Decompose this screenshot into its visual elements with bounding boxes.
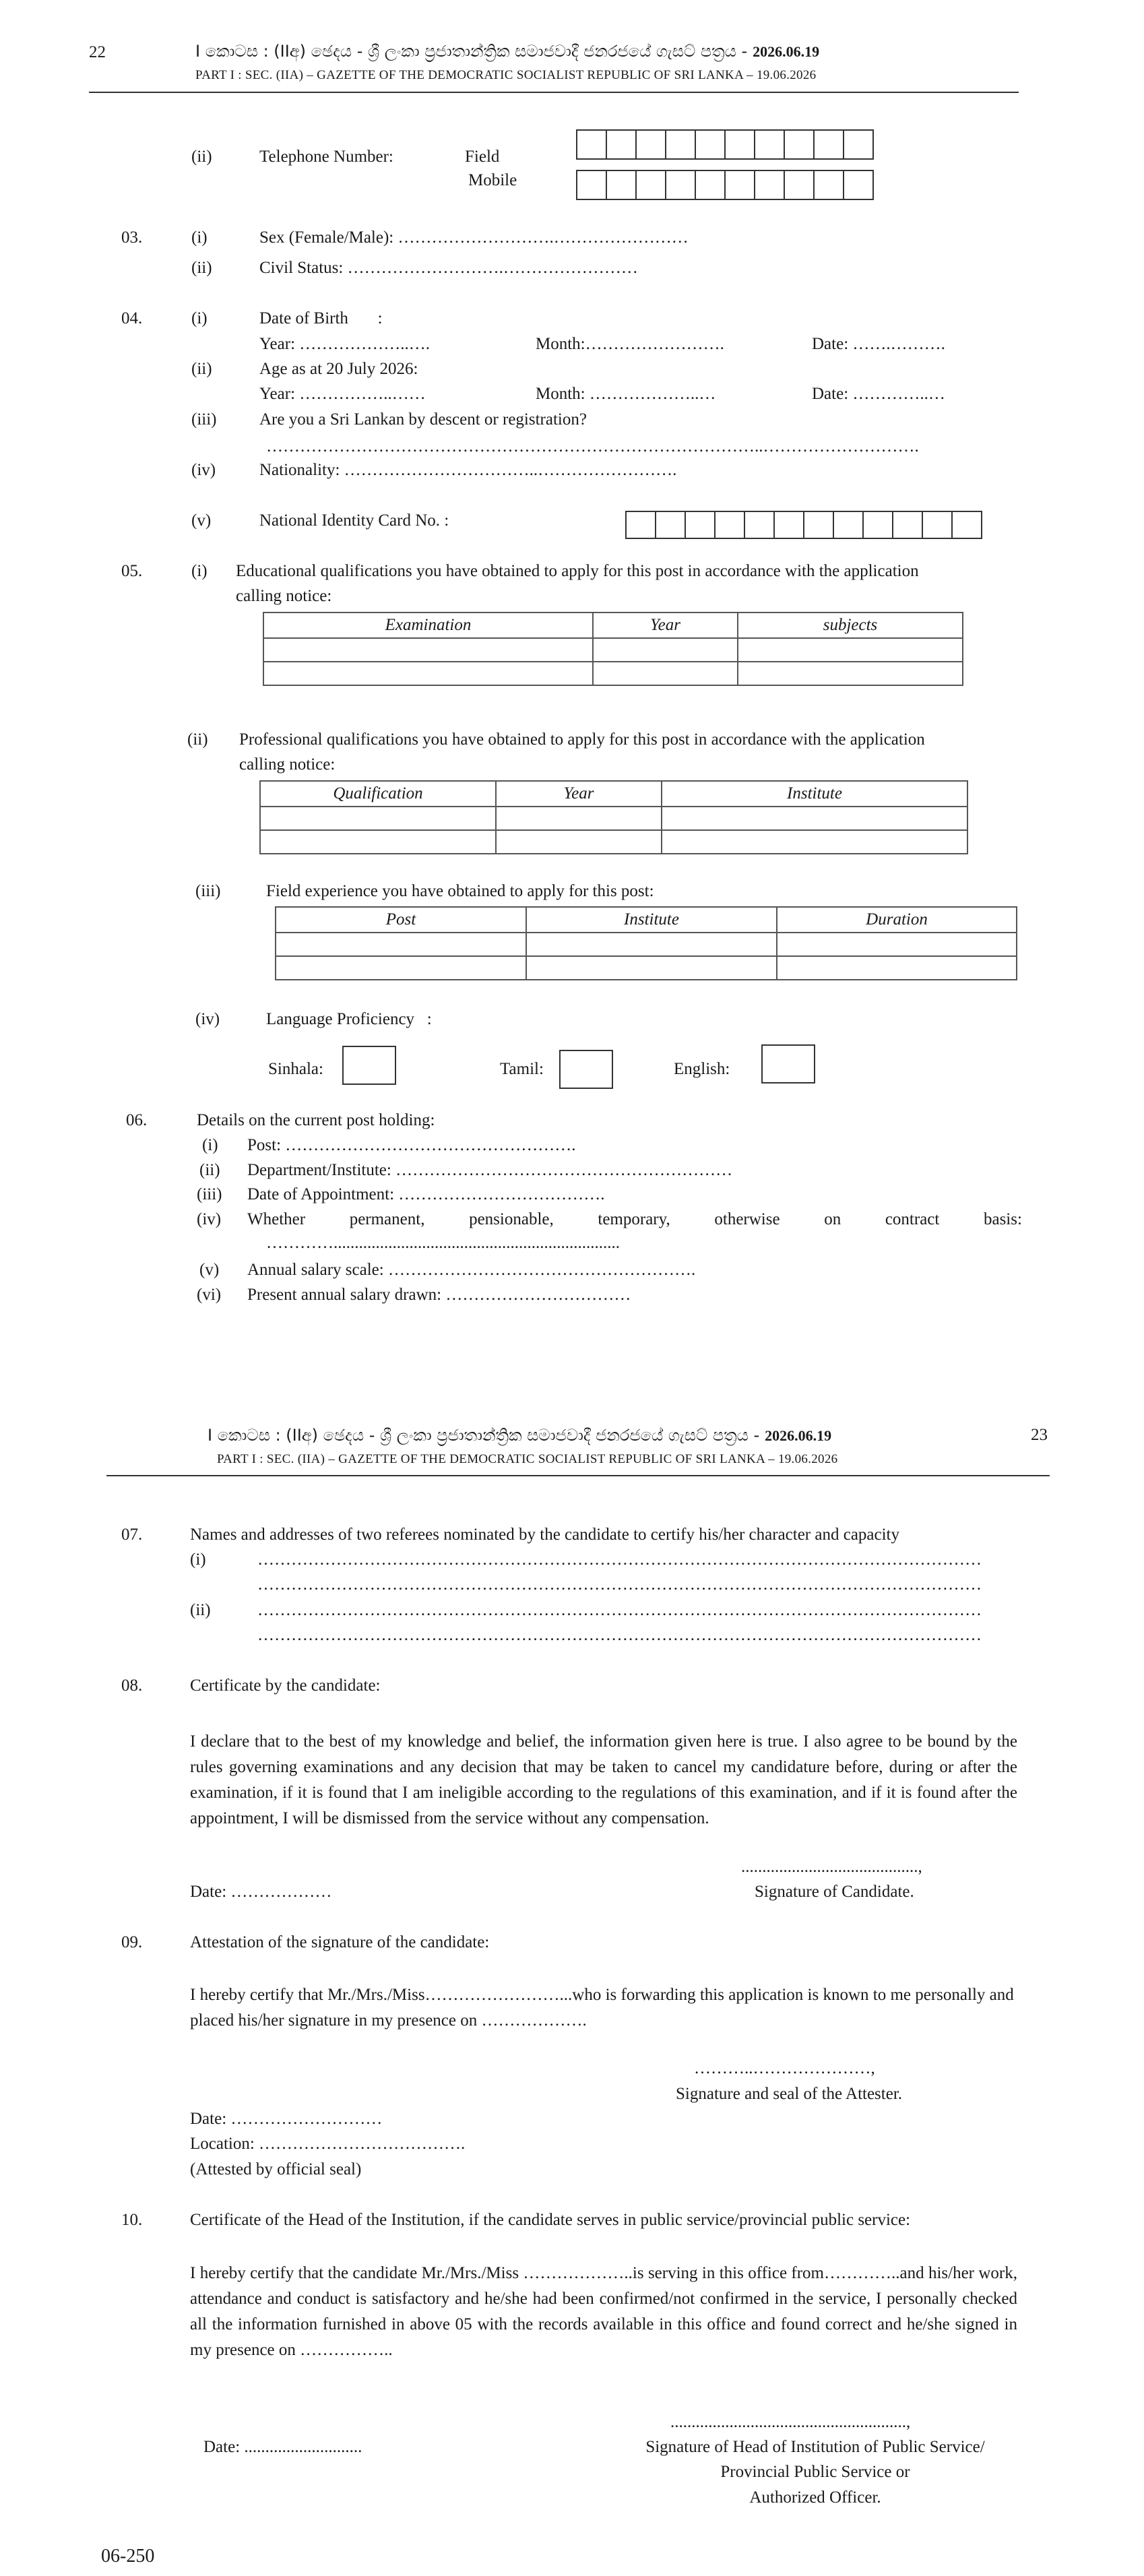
gazette-header-english: PART I : SEC. (IIA) – GAZETTE OF THE DEMOCRATIC SOCIALIST REPUBLIC OF SRI LANKA – 19.06.2026 — [195, 68, 817, 82]
item-num: (v) — [199, 1261, 220, 1279]
dob-year: Year: ………………..…. — [259, 335, 431, 353]
english-checkbox[interactable] — [761, 1044, 815, 1083]
location-field: Location: ………………………………. — [190, 2135, 466, 2153]
section-title: Certificate by the candidate: — [190, 1676, 381, 1695]
referee-2-line-1: ………………………………………………………………………………………………………………… — [257, 1601, 982, 1619]
col-header: Year — [593, 612, 738, 638]
referee-1-line-1: ………………………………………………………………………………………………………………… — [257, 1550, 982, 1569]
col-header: Examination — [263, 612, 593, 638]
table-row[interactable] — [276, 956, 1017, 980]
gazette-header-sinhala: I කොටස : (IIඅ) ඡෙදය - ශ්‍රී ලංකා ප්‍රජාතාන්ත්‍රික සමාජවාදී ජනරජයේ ගැසට් පත්‍රය - 2026.06.19 — [208, 1426, 832, 1445]
section-num: 05. — [121, 562, 143, 580]
dob-date: Date: …….………. — [812, 335, 945, 353]
item-num: (i) — [191, 562, 208, 580]
section-num: 08. — [121, 1676, 143, 1695]
section-num: 09. — [121, 1933, 143, 1951]
date-field: Date: ……………… — [190, 1883, 332, 1901]
item-num: (ii) — [191, 360, 212, 378]
col-header: Year — [496, 781, 662, 807]
tamil-checkbox[interactable] — [559, 1050, 613, 1089]
table-row[interactable] — [260, 830, 967, 854]
srilankan-answer-line: ……………………………………………………………………………..………………………. — [266, 437, 919, 455]
item-num: (vi) — [197, 1286, 222, 1304]
section-num: 07. — [121, 1526, 143, 1544]
prof-qual-text: Professional qualifications you have obtained to apply for this post in accordance with the application — [239, 730, 925, 749]
dob-month: Month:……………………. — [536, 335, 724, 353]
sinhala-checkbox[interactable] — [342, 1046, 396, 1085]
field-exp-text: Field experience you have obtained to apply for this post: — [266, 882, 654, 900]
signature-line: ………..…………………, — [694, 2059, 875, 2077]
basis-question: Whether permanent, pensionable, temporary, otherwise on contract basis: — [247, 1210, 1022, 1228]
col-header: Duration — [777, 907, 1017, 933]
gazette-header-sinhala: I කොටස : (IIඅ) ඡෙදය - ශ්‍රී ලංකා ප්‍රජාතාන්ත්‍රික සමාජවාදී ජනරජයේ ගැසට් පත්‍රය - 2026.06.19 — [195, 42, 820, 61]
col-header: Institute — [662, 781, 967, 807]
telephone-mobile-boxes[interactable] — [577, 170, 874, 200]
footer-code: 06-250 — [101, 2546, 155, 2567]
item-num: (i) — [191, 309, 208, 327]
item-num: (iii) — [191, 410, 217, 429]
col-header: Qualification — [260, 781, 496, 807]
item-num: (i) — [191, 228, 208, 247]
item-num: (iv) — [197, 1210, 222, 1228]
header-divider — [106, 1475, 1050, 1476]
referee-2-line-2: ………………………………………………………………………………………………………………… — [257, 1626, 982, 1644]
candidate-signature-label: Signature of Candidate. — [755, 1883, 914, 1901]
attestation-body: I hereby certify that Mr./Mrs./Miss……………………...who is forwarding this application is known to me personally and placed his/her signature in my presence on ………………. — [190, 1986, 1014, 2030]
attested-note: (Attested by official seal) — [190, 2160, 362, 2178]
item-num: (iii) — [195, 882, 221, 900]
srilankan-question: Are you a Sri Lankan by descent or registration? — [259, 410, 587, 429]
telephone-label: Telephone Number: — [259, 148, 393, 166]
basis-answer-line: ………….................................................................... — [266, 1234, 620, 1252]
nic-label: National Identity Card No. : — [259, 511, 449, 530]
section-title: Details on the current post holding: — [197, 1111, 435, 1129]
col-header: Institute — [526, 907, 777, 933]
section-title: Attestation of the signature of the candidate: — [190, 1933, 490, 1951]
table-row[interactable] — [276, 933, 1017, 956]
age-year: Year: ……………..…… — [259, 385, 426, 403]
signature-line: ........................................................, — [670, 2413, 911, 2431]
department-field: Department/Institute: …………………………………………………… — [247, 1161, 733, 1179]
page-number: 23 — [1031, 1426, 1048, 1444]
age-date: Date: …………..… — [812, 385, 945, 403]
item-num: (ii) — [187, 730, 208, 749]
appointment-field: Date of Appointment: ………………………………. — [247, 1185, 605, 1203]
language-label: Language Proficiency : — [266, 1010, 432, 1028]
prof-qual-text-2: calling notice: — [239, 755, 336, 774]
sex-field: Sex (Female/Male): ……………………….…………………… — [259, 228, 689, 247]
item-num: (ii) — [190, 1601, 211, 1619]
page-number: 22 — [89, 43, 106, 61]
edu-qual-text-2: calling notice: — [236, 587, 332, 605]
civil-status-field: Civil Status: ……………………….…………………… — [259, 259, 638, 277]
english-label: English: — [674, 1060, 730, 1078]
col-header: Post — [276, 907, 526, 933]
dob-label: Date of Birth : — [259, 309, 383, 327]
sinhala-label: Sinhala: — [268, 1060, 323, 1078]
section-title: Certificate of the Head of the Institution, if the candidate serves in public service/provincial public service: — [190, 2211, 911, 2229]
telephone-mobile-label: Mobile — [468, 171, 517, 189]
item-num: (iv) — [191, 461, 216, 479]
signature-line: .........................................., — [741, 1858, 922, 1876]
telephone-field-boxes[interactable] — [577, 129, 874, 160]
section-num: 06. — [126, 1111, 148, 1129]
referee-1-line-2: ………………………………………………………………………………………………………………… — [257, 1575, 982, 1594]
head-signature-label-2: Provincial Public Service or — [720, 2463, 910, 2481]
section-num: 10. — [121, 2211, 143, 2229]
telephone-field-label: Field — [465, 148, 500, 166]
head-signature-label-1: Signature of Head of Institution of Public Service/ — [645, 2438, 985, 2456]
nic-boxes[interactable] — [627, 511, 982, 539]
section-title: Names and addresses of two referees nominated by the candidate to certify his/her character and capacity — [190, 1526, 900, 1544]
professional-table — [259, 780, 968, 854]
experience-table — [275, 906, 1017, 980]
nationality-field: Nationality: ……………………………..……………………. — [259, 461, 677, 479]
header-divider — [89, 92, 1019, 93]
item-num: (ii) — [199, 1161, 220, 1179]
present-salary-field: Present annual salary drawn: …………………………… — [247, 1286, 631, 1304]
col-header: subjects — [738, 612, 963, 638]
head-signature-label-3: Authorized Officer. — [749, 2488, 881, 2507]
age-label: Age as at 20 July 2026: — [259, 360, 418, 378]
education-table — [263, 612, 963, 686]
candidate-declaration: I declare that to the best of my knowledge and belief, the information given here is true. I also agree to be bound by the rules governing examinations and any decision that may be taken to cancel my candidature before, during or after the examination, if it is found that I am ineligible according to the regulations of this examination, and if it is found after the appointment, I will be dismissed from the service without any compensation. — [190, 1732, 1017, 1827]
table-row[interactable] — [263, 638, 963, 662]
table-row[interactable] — [260, 807, 967, 830]
section-num: 04. — [121, 309, 143, 327]
date-field: Date: ............................ — [203, 2438, 362, 2456]
edu-qual-text: Educational qualifications you have obtained to apply for this post in accordance with the application — [236, 562, 919, 580]
gazette-header-english: PART I : SEC. (IIA) – GAZETTE OF THE DEMOCRATIC SOCIALIST REPUBLIC OF SRI LANKA – 19.06.2026 — [217, 1452, 838, 1466]
item-num: (ii) — [191, 259, 212, 277]
post-field: Post: ……………………………………………. — [247, 1136, 576, 1154]
table-row[interactable] — [263, 662, 963, 685]
tamil-label: Tamil: — [500, 1060, 544, 1078]
item-num: (i) — [202, 1136, 218, 1154]
section-num: 03. — [121, 228, 143, 247]
head-certificate-body: I hereby certify that the candidate Mr./Mrs./Miss ………………..is serving in this office from…………..and his/her work, attendance and conduct is satisfactory and he/she had been confirmed/not confirmed in the service, I personally checked all the information furnished in above 05 with the records available in this office and found correct and he/she signed in my presence on …………….. — [190, 2264, 1017, 2359]
item-num: (ii) — [191, 148, 212, 166]
date-field: Date: ……………………… — [190, 2110, 383, 2128]
item-num: (v) — [191, 511, 212, 530]
attester-signature-label: Signature and seal of the Attester. — [676, 2085, 903, 2103]
item-num: (i) — [190, 1550, 206, 1569]
item-num: (iv) — [195, 1010, 220, 1028]
salary-scale-field: Annual salary scale: ………………………………………………. — [247, 1261, 696, 1279]
age-month: Month: ………………..… — [536, 385, 716, 403]
item-num: (iii) — [197, 1185, 222, 1203]
